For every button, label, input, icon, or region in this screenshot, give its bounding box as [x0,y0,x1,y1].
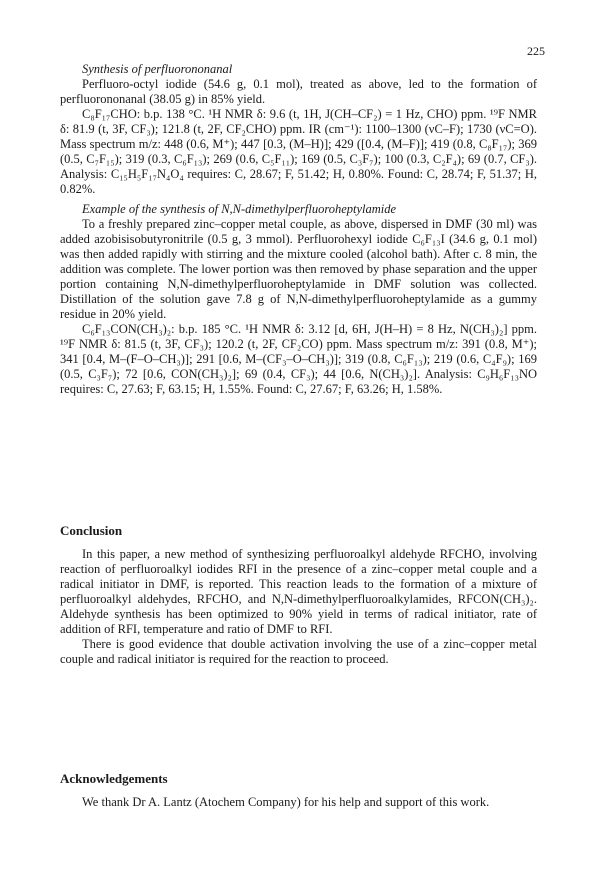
acknowledgements-paragraph: We thank Dr A. Lantz (Atochem Company) for his help and support of this work. [82,795,490,809]
acknowledgements-section [60,771,537,810]
paragraph-amide-prep: To a freshly prepared zinc–copper metal couple, as above, dispersed in DMF (30 ml) was added azobisisobutyronitrile (0.5 g, 3 mmol). Perfluorohexyl iodide C₆F₁₃I (34.6 g, 0.1 mol) was then added rapidly with stirring and the mixture cooled (alcohol bath). After c. 8 min, the addition was complete. The lower portion was then removed by phase separation and the upper portion containing N,N-dimethylperfluoroheptylamide in DMF solution was collected. Distillation of the solution gave 7.8 g of N,N-dimethylperfluoroheptylamide as a gummy residue in 20% yield. [60,217,537,321]
paragraph-amide-data: C₆F₁₃CON(CH₃)₂: b.p. 185 °C. ¹H NMR δ: 3.12 [d, 6H, J(H–H) = 8 Hz, N(CH₃)₂] ppm. ¹⁹F NMR δ: 81.5 (t, 3F, CF₃); 120.2 (t, 2F, CF₂CO) ppm. Mass spectrum m/z: 391 (0.8, M⁺); 341 [0.4, M–(F–O–CH₃)]; 291 [0.6, M–(CF₃–O–CH₃)]; 319 (0.8, C₆F₁₃); 219 (0.6, C₄F₉); 169 (0.5, C₃F₇); 72 [0.6, CON(CH₃)₂]; 69 (0.4, CF₃); 44 [0.6, N(CH₃)₂]. Analysis: C₉H₆F₁₃NO requires: C, 27.63; F, 63.15; H, 1.55%. Found: C, 27.67; F, 63.26; H, 1.58%. [60,322,537,396]
conclusion-paragraph-2: There is good evidence that double activation involving the use of a zinc–copper metal couple and radical initiator is required for the reaction to proceed. [60,637,537,666]
conclusion-section [60,523,537,667]
acknowledgements-heading: Acknowledgements [60,771,168,786]
experimental-section [60,62,537,397]
section-heading-amide-synthesis: Example of the synthesis of N,N-dimethylperfluoroheptylamide [82,202,397,216]
conclusion-heading: Conclusion [60,523,123,538]
page-number: 225 [527,44,545,58]
paragraph-perfluorononanal-data: C₈F₁₇CHO: b.p. 138 °C. ¹H NMR δ: 9.6 (t, 1H, J(CH–CF₂) = 1 Hz, CHO) ppm. ¹⁹F NMR δ: 81.9 (t, 3F, CF₃); 121.8 (t, 2F, CF₂CHO) ppm. IR (cm⁻¹): 1100–1300 (νC–F); 1730 (νC=O). Mass spectrum m/z: 448 (0.6, M⁺); 447 [0.3, (M–H)]; 429 ([0.4, (M–F)]; 419 (0.8, C₈F₁₇); 369 (0.5, C₇F₁₅); 319 (0.3, C₆F₁₃); 269 (0.6, C₅F₁₁); 169 (0.5, C₃F₇); 100 (0.3, C₂F₄); 69 (0.7, CF₃). Analysis: C₁₅H₅F₁₇N₄O₄ requires: C, 28.67; F, 51.42; H, 0.80%. Found: C, 28.74; F, 51.37; H, 0.82%. [60,107,537,196]
section-heading-perfluorononanal: Synthesis of perfluorononanal [82,62,233,76]
paragraph-perfluorononanal-prep: Perfluoro-octyl iodide (54.6 g, 0.1 mol), treated as above, led to the formation of perfluorononanal (38.05 g) in 85% yield. [60,77,537,106]
conclusion-paragraph-1: In this paper, a new method of synthesizing perfluoroalkyl aldehyde RFCHO, involving reaction of perfluoroalkyl iodides RFI in the presence of a zinc–copper metal couple and a radical initiator in DMF, is reported. This reaction leads to the formation of a mixture of perfluoroalkyl aldehydes, RFCHO, and N,N-dimethylperfluoroalkylamides, RFCON(CH₃)₂. Aldehyde synthesis has been optimized to 90% yield in terms of radical initiator, rate of addition of RFI, temperature and ratio of DMF to RFI. [60,547,537,636]
